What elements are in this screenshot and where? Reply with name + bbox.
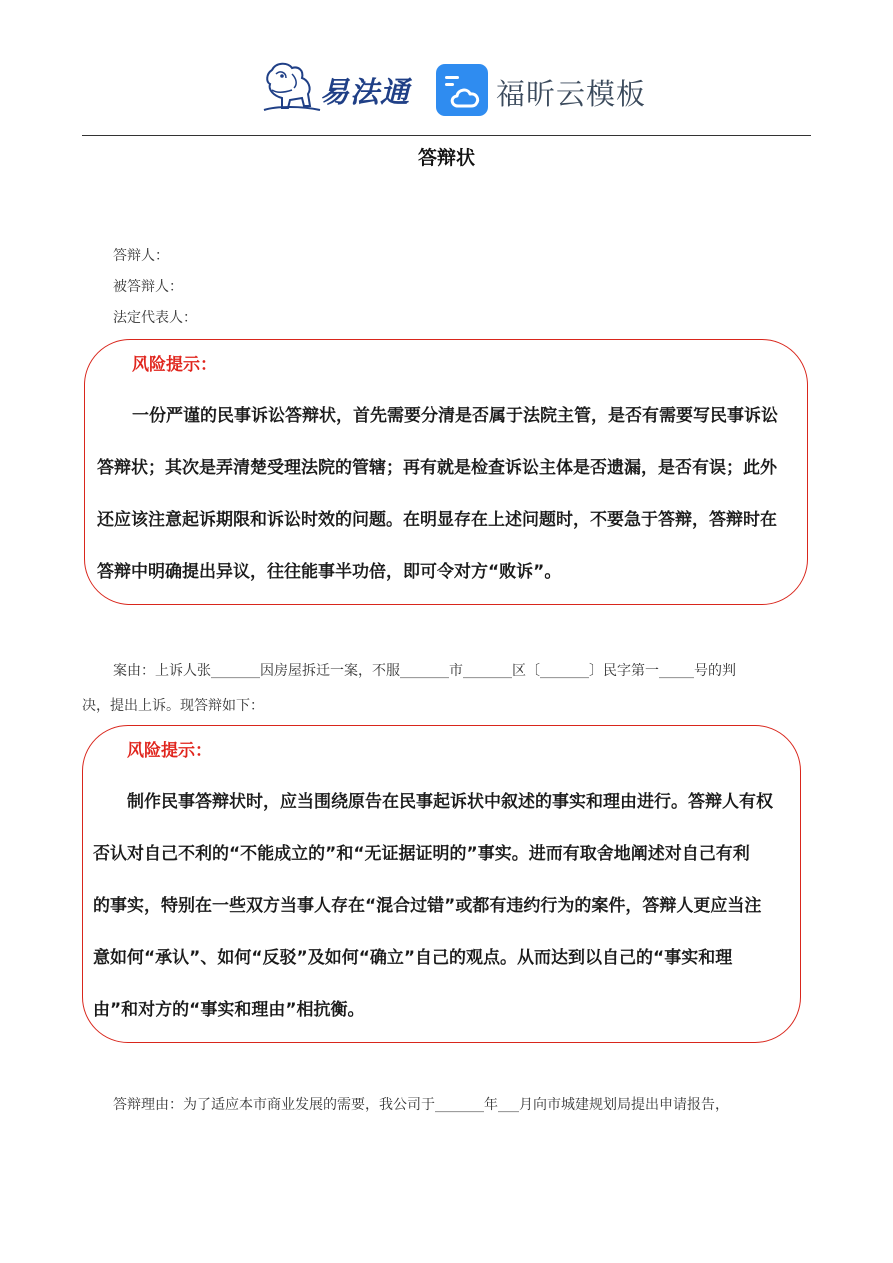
risk-tip-line: 答辩中明确提出异议，往往能事半功倍，即可令对方“败诉”。 xyxy=(97,562,562,582)
legal-representative-field: 法定代表人： xyxy=(113,310,197,326)
risk-tip-line: 由”和对方的“事实和理由”相抗衡。 xyxy=(93,1000,365,1020)
case-cause-line: 决，提出上诉。现答辩如下： xyxy=(82,698,264,714)
cloud-document-icon xyxy=(436,64,488,116)
case-cause-line: 案由：上诉人张_______因房屋拆迁一案，不服_______市_______区〔_______〕民字第一_____号的判 xyxy=(113,663,736,679)
risk-tip-line: 的事实，特别在一些双方当事人存在“混合过错”或都有违约行为的案件，答辩人更应当注 xyxy=(93,896,762,916)
logo-left-text: 易法通 xyxy=(320,75,411,109)
qilin-emblem-icon xyxy=(262,60,322,118)
logo-right-text: 福昕云模板 xyxy=(496,77,647,111)
risk-tip-line: 答辩状；其次是弄清楚受理法院的管辖；再有就是检查诉讼主体是否遗漏，是否有误；此外 xyxy=(97,458,777,478)
page-header xyxy=(0,0,893,132)
appellee-field: 被答辩人： xyxy=(113,279,183,295)
risk-tip-heading: 风险提示： xyxy=(132,355,217,375)
risk-tip-line: 一份严谨的民事诉讼答辩状，首先需要分清是否属于法院主管，是否有需要写民事诉讼 xyxy=(132,406,778,426)
risk-tip-box-2 xyxy=(82,725,801,1043)
yifatong-logo xyxy=(262,60,412,120)
defense-reason-line: 答辩理由：为了适应本市商业发展的需要，我公司于_______年___月向市城建规划局提出申请报告， xyxy=(113,1097,729,1113)
header-divider xyxy=(82,135,811,136)
foxit-template-logo xyxy=(436,64,647,120)
document-title: 答辩状 xyxy=(417,147,475,169)
risk-tip-line: 还应该注意起诉期限和诉讼时效的问题。在明显存在上述问题时，不要急于答辩，答辩时在 xyxy=(97,510,777,530)
risk-tip-line: 意如何“承认”、如何“反驳”及如何“确立”自己的观点。从而达到以自己的“事实和理 xyxy=(93,948,733,968)
risk-tip-box-1 xyxy=(84,339,808,605)
risk-tip-line: 制作民事答辩状时，应当围绕原告在民事起诉状中叙述的事实和理由进行。答辩人有权 xyxy=(127,792,773,812)
risk-tip-heading: 风险提示： xyxy=(127,741,212,761)
respondent-field: 答辩人： xyxy=(113,248,169,264)
risk-tip-line: 否认对自己不利的“不能成立的”和“无证据证明的”事实。进而有取舍地阐述对自己有利 xyxy=(93,844,750,864)
